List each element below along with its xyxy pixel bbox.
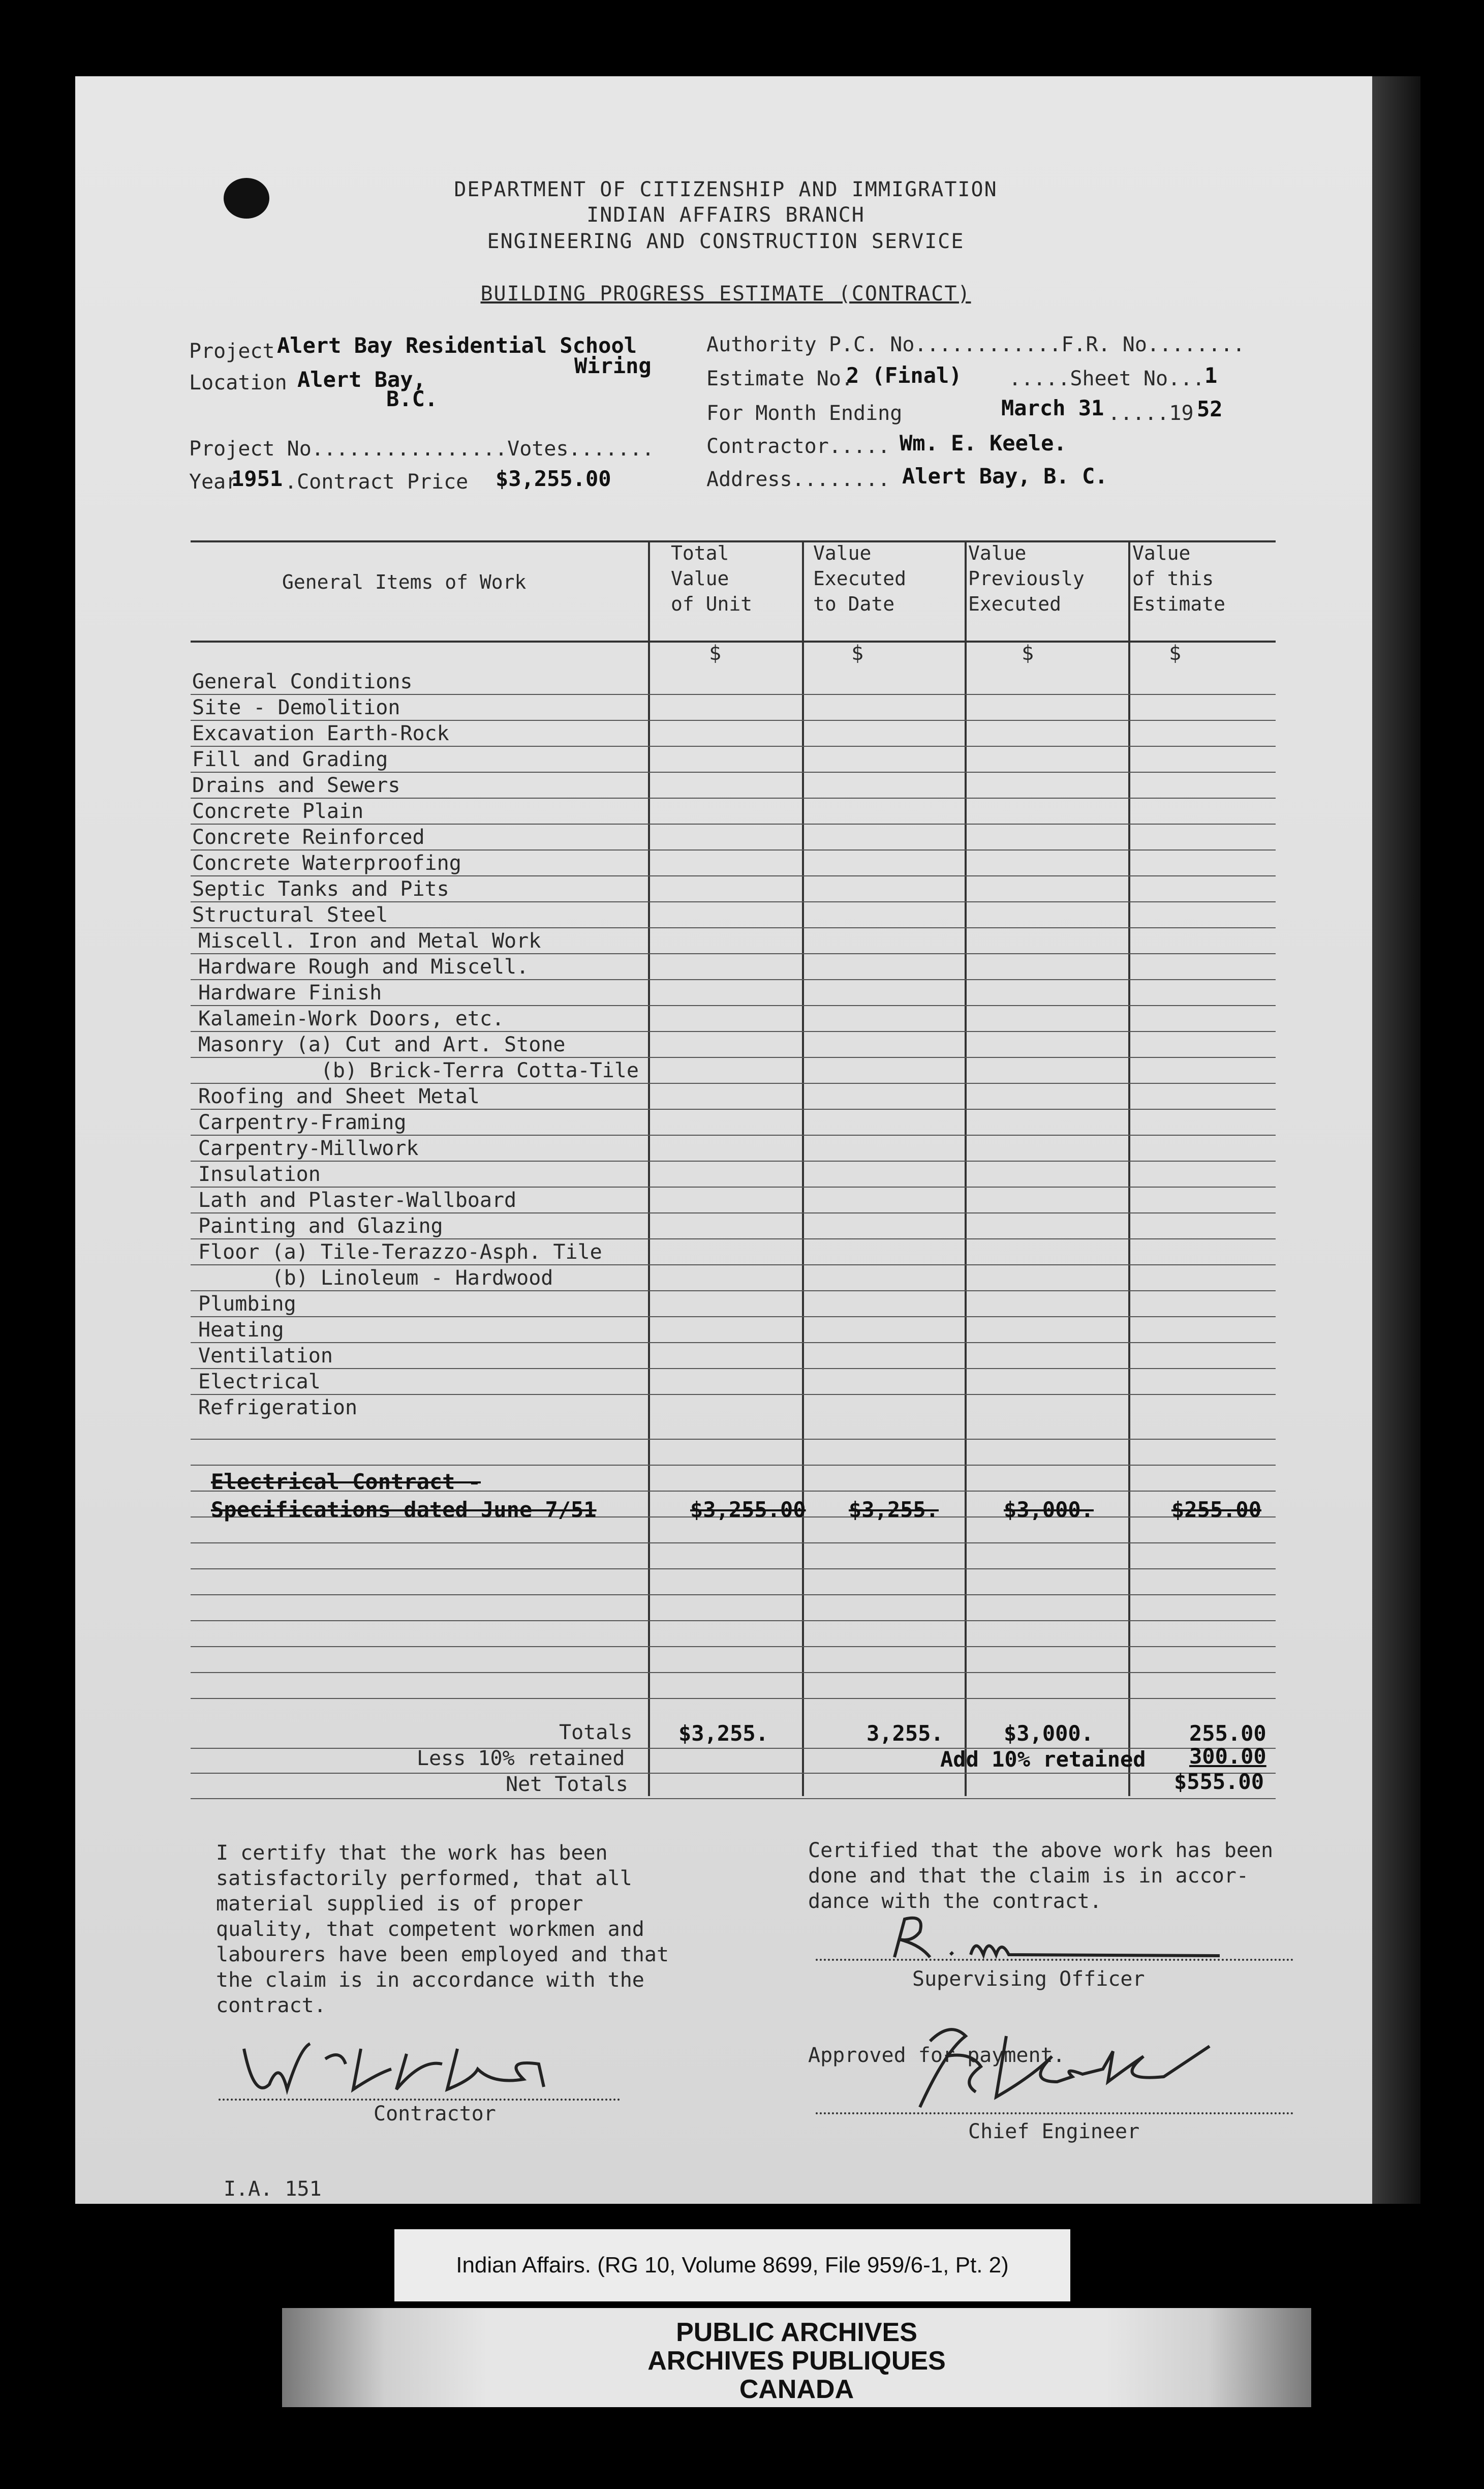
work-item-row: Excavation Earth-Rock: [192, 722, 449, 745]
less-retained-label: Less 10% retained: [417, 1747, 625, 1770]
totals-total-value: $3,255.: [678, 1721, 769, 1746]
work-item-row: Masonry (a) Cut and Art. Stone: [198, 1033, 566, 1056]
contractor-signature: [239, 2028, 635, 2105]
archives-stamp: [282, 2308, 1311, 2407]
contract-line-2: Specifications dated June 7/51: [211, 1497, 597, 1522]
estimate-value: 2 (Final): [846, 363, 962, 388]
table-rule-line: [191, 1368, 1276, 1369]
work-item-row: General Conditions: [192, 670, 413, 693]
table-rule-line: [191, 953, 1276, 954]
estimate-label: Estimate No.: [706, 367, 853, 390]
net-total-value: $555.00: [1174, 1769, 1264, 1794]
totals-previous-value: $3,000.: [1004, 1721, 1094, 1746]
contractor-sig-label: Contractor: [374, 2102, 496, 2126]
stamp-line-1: PUBLIC ARCHIVES: [676, 2318, 917, 2347]
work-item-row: Site - Demolition: [192, 696, 400, 719]
column-divider-3: [965, 540, 967, 1796]
work-item-row: Concrete Waterproofing: [192, 852, 461, 875]
table-rule-line: [191, 1264, 1276, 1265]
work-item-row: Drains and Sewers: [192, 774, 400, 797]
work-item-row: Lath and Plaster-Wallboard: [198, 1189, 517, 1212]
contract-price-value: $3,255.00: [496, 466, 611, 491]
header-department: DEPARTMENT OF CITIZENSHIP AND IMMIGRATION: [454, 178, 998, 201]
work-item-row: Kalamein-Work Doors, etc.: [198, 1007, 505, 1030]
table-rule-line: [191, 1394, 1276, 1395]
currency-symbol: $: [709, 642, 722, 665]
work-item-row: Heating: [198, 1318, 284, 1342]
work-item-row: Concrete Reinforced: [192, 826, 425, 849]
month-label: For Month Ending: [706, 402, 903, 425]
table-rule-line: [191, 694, 1276, 695]
column-divider-4: [1128, 540, 1130, 1796]
sheet-value: 1: [1204, 363, 1218, 388]
table-rule-line: [191, 1290, 1276, 1291]
table-rule-line: [191, 1161, 1276, 1162]
contractor-certification: I certify that the work has been satisfactorily performed, that all material supplied is of proper quality, that competent workmen and labourers have been employed and that the claim is in accordance with the contract.: [216, 1841, 669, 2017]
chief-engineer-signature: [900, 2021, 1225, 2122]
totals-this-value: 255.00: [1189, 1721, 1266, 1746]
work-item-row: Refrigeration: [198, 1396, 358, 1419]
table-header-border: [191, 641, 1276, 643]
form-title: BUILDING PROGRESS ESTIMATE (CONTRACT): [480, 282, 971, 306]
currency-symbol: $: [1022, 642, 1034, 665]
currency-symbol: $: [851, 642, 864, 665]
stamp-line-2: ARCHIVES PUBLIQUES: [647, 2346, 946, 2376]
table-rule-line: [191, 824, 1276, 825]
table-rule-line: [191, 1212, 1276, 1213]
work-item-row: Miscell. Iron and Metal Work: [198, 929, 541, 953]
work-item-row: Carpentry-Millwork: [198, 1137, 419, 1160]
work-item-row: Carpentry-Framing: [198, 1111, 407, 1134]
month-year-prefix: .....19: [1108, 402, 1194, 425]
totals-executed-value: 3,255.: [867, 1721, 944, 1746]
archive-reference-text: Indian Affairs. (RG 10, Volume 8699, File 959/6-1, Pt. 2): [456, 2253, 1009, 2278]
approved-label: Approved for payment.: [808, 2044, 1065, 2067]
column-divider-1: [648, 540, 650, 1796]
contract-executed-value: $3,255.: [849, 1497, 939, 1522]
col-total-value: Total Value of Unit: [671, 542, 753, 615]
table-rule-line: [191, 1135, 1276, 1136]
sheet-label: .....Sheet No...: [1009, 367, 1205, 390]
header-branch: INDIAN AFFAIRS BRANCH: [586, 203, 865, 227]
work-item-row: Fill and Grading: [192, 748, 388, 771]
work-item-row: Plumbing: [198, 1292, 296, 1316]
table-rule-line: [191, 1620, 1276, 1621]
supervising-officer-label: Supervising Officer: [912, 1967, 1145, 1991]
table-rule-line: [191, 1465, 1276, 1466]
work-item-row: (b) Brick-Terra Cotta-Tile: [198, 1059, 639, 1082]
engineer-signature-line: [816, 2112, 1293, 2115]
contractor-label: Contractor.....: [706, 435, 890, 458]
work-item-row: Septic Tanks and Pits: [192, 877, 449, 901]
table-rule-line: [191, 1083, 1276, 1084]
project-label: Project: [189, 340, 275, 363]
project-no-label: Project No................Votes.......: [189, 437, 655, 461]
address-value: Alert Bay, B. C.: [902, 464, 1108, 489]
archive-reference-label: [394, 2229, 1070, 2301]
table-rule-line: [191, 1698, 1276, 1699]
contract-line-1: Electrical Contract -: [211, 1469, 481, 1494]
header-service: ENGINEERING AND CONSTRUCTION SERVICE: [487, 230, 965, 253]
authority-label: Authority P.C. No............F.R. No........: [706, 333, 1245, 356]
table-rule-line: [191, 1542, 1276, 1543]
contractor-value: Wm. E. Keele.: [900, 431, 1067, 456]
table-rule-line: [191, 1031, 1276, 1032]
add-retained-value: 300.00: [1189, 1744, 1266, 1769]
work-item-row: Electrical: [198, 1370, 321, 1393]
work-item-row: Insulation: [198, 1163, 321, 1186]
table-rule-line: [191, 875, 1276, 876]
table-rule-line: [191, 1672, 1276, 1673]
officer-certification: Certified that the above work has been done and that the claim is in accor- dance with the contract.: [808, 1839, 1274, 1913]
work-item-row: Floor (a) Tile-Terazzo-Asph. Tile: [198, 1240, 602, 1264]
contract-price-label: .Contract Price: [285, 470, 469, 494]
table-rule-line: [191, 1773, 1276, 1774]
col-value-executed: Value Executed to Date: [813, 542, 907, 615]
work-item-row: (b) Linoleum - Hardwood: [198, 1266, 553, 1290]
table-rule-line: [191, 720, 1276, 721]
supervising-officer-signature: [884, 1909, 1240, 1965]
totals-label: Totals: [559, 1721, 633, 1744]
table-rule-line: [191, 1798, 1276, 1799]
page-edge-shadow: [1372, 76, 1420, 2204]
table-rule-line: [191, 1568, 1276, 1569]
location-value: Alert Bay,: [297, 367, 426, 392]
address-label: Address........: [706, 468, 890, 491]
table-rule-line: [191, 849, 1276, 851]
work-item-row: Structural Steel: [192, 903, 388, 927]
form-number: I.A. 151: [224, 2177, 322, 2201]
table-rule-line: [191, 1342, 1276, 1343]
location-sub-value: B.C.: [386, 386, 438, 411]
work-item-row: Roofing and Sheet Metal: [198, 1085, 480, 1108]
project-sub-value: Wiring: [574, 353, 652, 378]
work-item-row: Hardware Finish: [198, 981, 382, 1005]
year-label: Year: [189, 470, 238, 494]
table-rule-line: [191, 1594, 1276, 1595]
project-value: Alert Bay Residential School: [277, 333, 637, 358]
contractor-signature-line: [219, 2099, 620, 2102]
table-rule-line: [191, 1439, 1276, 1440]
table-rule-line: [191, 1646, 1276, 1647]
month-value: March 31: [1001, 396, 1104, 420]
work-item-row: Ventilation: [198, 1344, 333, 1368]
currency-symbol: $: [1169, 642, 1182, 665]
col-value-this-estimate: Value of this Estimate: [1132, 542, 1226, 615]
chief-engineer-label: Chief Engineer: [968, 2120, 1140, 2143]
punch-hole: [224, 178, 269, 219]
table-rule-line: [191, 1238, 1276, 1239]
year-value: 1951: [231, 466, 283, 491]
work-item-row: Painting and Glazing: [198, 1215, 443, 1238]
table-rule-line: [191, 1187, 1276, 1188]
table-rule-line: [191, 901, 1276, 902]
column-divider-2: [802, 540, 804, 1796]
contract-this-value: $255.00: [1171, 1497, 1262, 1522]
table-rule-line: [191, 1005, 1276, 1006]
month-year-value: 52: [1197, 397, 1223, 421]
work-item-row: Concrete Plain: [192, 800, 364, 823]
archives-stamp-text: [282, 2318, 1311, 2404]
table-rule-line: [191, 1109, 1276, 1110]
table-rule-line: [191, 979, 1276, 980]
table-rule-line: [191, 798, 1276, 799]
stamp-line-3: CANADA: [739, 2375, 854, 2404]
contract-previous-value: $3,000.: [1004, 1497, 1094, 1522]
table-rule-line: [191, 772, 1276, 773]
contract-total-value: $3,255.00: [690, 1497, 806, 1522]
table-rule-line: [191, 1057, 1276, 1058]
work-item-row: Hardware Rough and Miscell.: [198, 955, 529, 979]
table-rule-line: [191, 1316, 1276, 1317]
add-retained-label: Add 10% retained: [940, 1747, 1146, 1772]
net-totals-label: Net Totals: [506, 1773, 628, 1796]
table-rule-line: [191, 746, 1276, 747]
col-value-previous: Value Previously Executed: [968, 542, 1085, 615]
col-general-items: General Items of Work: [282, 571, 527, 593]
location-label: Location: [189, 371, 287, 394]
table-rule-line: [191, 927, 1276, 928]
